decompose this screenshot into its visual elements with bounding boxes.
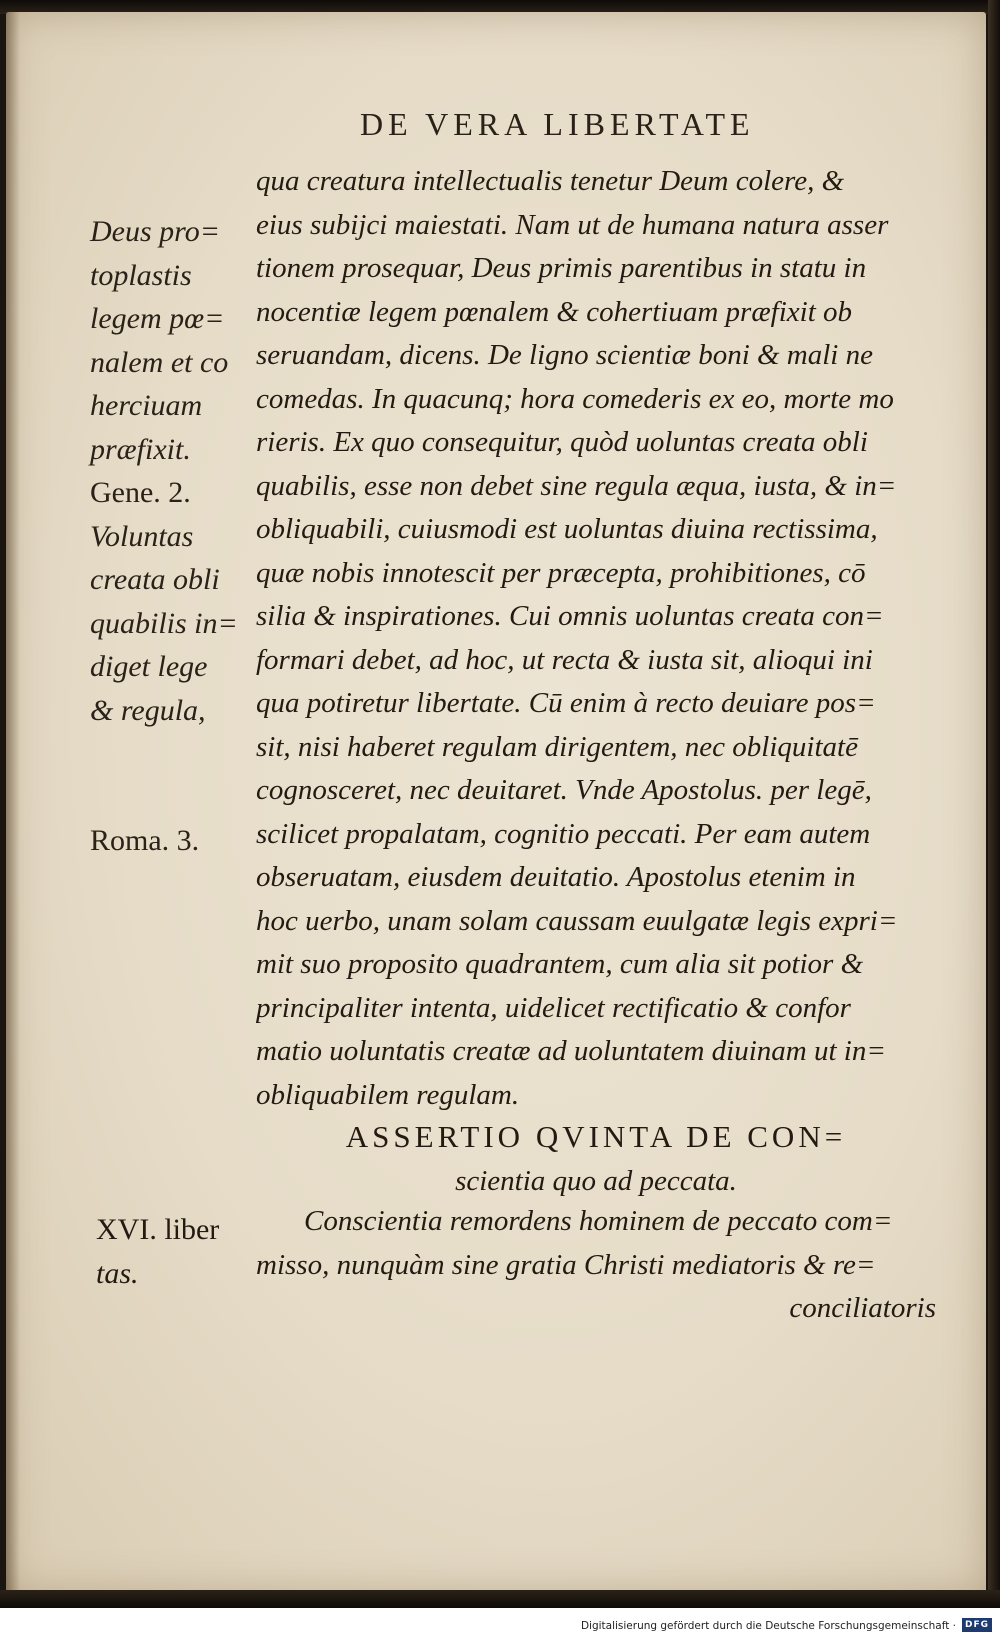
text-line: qua potiretur libertate. Cū enim à recto deuiare pos= — [256, 687, 876, 719]
margin-note: Gene. 2. — [90, 476, 191, 509]
dfg-logo: DFG — [962, 1618, 992, 1632]
closing-text — [256, 1200, 936, 1331]
margin-note: toplastis — [90, 258, 192, 292]
text-line: mit suo proposito quadrantem, cum alia sit potior & — [256, 948, 864, 980]
text-line: nocentiæ legem pœnalem & cohertiuam præfixit ob — [256, 295, 853, 328]
section-subtitle: scientia quo ad peccata. — [455, 1165, 737, 1197]
margin-note: Roma. 3. — [90, 824, 200, 857]
text-line: silia & inspirationes. Cui omnis uoluntas creata con= — [256, 600, 884, 632]
text-line: matio uoluntatis creatæ ad uoluntatem diuinam ut in= — [256, 1035, 886, 1067]
margin-note: herciuam — [90, 389, 203, 422]
text-line: quabilis, esse non debet sine regula æqua, iusta, & in= — [256, 469, 897, 502]
text-line: quæ nobis innotescit per præcepta, prohibitiones, cō — [256, 556, 866, 589]
text-line: comedas. In quacunq; hora comederis ex eo, morte mo — [256, 382, 894, 415]
margin-note: legem pœ= — [90, 302, 225, 335]
margin-note: quabilis in= — [90, 606, 238, 640]
catchword: conciliatoris — [789, 1292, 936, 1324]
margin-note: & regula, — [90, 693, 206, 727]
body-text — [256, 160, 936, 1117]
margin-notes-lower — [96, 1208, 219, 1295]
text-line: seruandam, dicens. De ligno scientiæ boni & mali ne — [256, 339, 873, 371]
text-line: qua creatura intellectualis tenetur Deum colere, & — [256, 165, 845, 197]
text-line: obliquabili, cuiusmodi est uoluntas diuina rectissima, — [256, 513, 878, 545]
text-line: scilicet propalatam, cognitio peccati. Per eam autem — [256, 817, 871, 850]
section-heading — [256, 1115, 936, 1203]
margin-note: diget lege — [90, 650, 208, 683]
text-line: cognosceret, nec deuitaret. Vnde Apostolus. per legē, — [256, 774, 872, 806]
margin-note: creata obli — [90, 563, 220, 596]
margin-gap — [90, 732, 250, 776]
margin-gap — [90, 776, 250, 820]
text-line: misso, nunquàm sine gratia Christi mediatoris & re= — [256, 1248, 876, 1281]
text-line: eius subijci maiestati. Nam ut de humana natura asser — [256, 208, 889, 241]
margin-note: Voluntas — [90, 519, 194, 553]
footer-credit: Digitalisierung gefördert durch die Deutsche Forschungsgemeinschaft · — [580, 1620, 956, 1632]
margin-note: Deus pro= — [90, 215, 220, 248]
text-line: tionem prosequar, Deus primis parentibus in statu in — [256, 252, 867, 284]
section-title: ASSERTIO QVINTA DE CON= — [345, 1119, 847, 1154]
text-line: obliquabilem regulam. — [256, 1078, 520, 1111]
text-line: rieris. Ex quo consequitur, quòd uoluntas creata obli — [256, 426, 868, 458]
text-line: principaliter intenta, uidelicet rectificatio & confor — [256, 991, 851, 1024]
margin-note: præfixit. — [90, 432, 191, 466]
book-edge-bottom — [0, 1590, 1000, 1608]
text-line: obseruatam, eiusdem deuitatio. Apostolus etenim in — [256, 861, 856, 893]
margin-notes-upper — [90, 210, 250, 863]
book-edge-right — [988, 0, 1000, 1605]
text-line: hoc uerbo, unam solam caussam euulgatæ legis expri= — [256, 904, 898, 937]
text-line: formari debet, ad hoc, ut recta & iusta sit, alioqui ini — [256, 643, 873, 676]
running-head: DE VERA LIBERTATE — [360, 106, 755, 142]
margin-note: XVI. liber — [96, 1213, 220, 1246]
text-line: sit, nisi haberet regulam dirigentem, nec obliquitatē — [256, 730, 858, 763]
text-line: Conscientia remordens hominem de peccato com= — [304, 1205, 893, 1237]
margin-note: tas. — [96, 1256, 139, 1290]
margin-note: nalem et co — [90, 345, 229, 379]
